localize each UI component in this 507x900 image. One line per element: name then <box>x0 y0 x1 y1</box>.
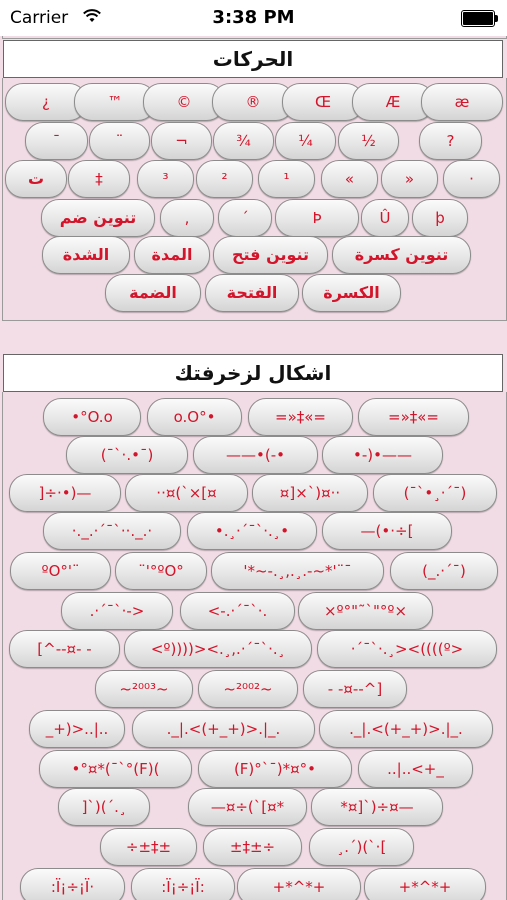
harakat-key[interactable]: الكسرة <box>302 274 401 312</box>
shape-key[interactable]: =»‡«= <box>248 398 353 436</box>
shape-key[interactable]: - -¤--^] <box>303 670 407 708</box>
shape-key[interactable]: '*~-.¸,.¸.-~*'¨¯ <box>211 552 384 590</box>
shape-key[interactable]: •-)•—— <box>322 436 443 474</box>
harakat-key[interactable]: الضمة <box>105 274 201 312</box>
harakat-key[interactable]: Æ <box>352 83 434 121</box>
shape-key[interactable]: <º))))><.¸,.·´¯`·.¸ <box>124 630 312 668</box>
battery-icon <box>461 10 495 27</box>
shape-key[interactable]: =»‡«= <box>358 398 469 436</box>
shape-key[interactable]: ·._.·´¯`··._.· <box>43 512 181 550</box>
shape-key[interactable]: (_.·´¯) <box>390 552 498 590</box>
harakat-key[interactable]: ¯ <box>25 122 88 160</box>
shape-key[interactable]: —(•·÷[ <box>322 512 452 550</box>
shape-key[interactable]: ._|.<(+_+)>.|_. <box>132 710 315 748</box>
shape-key[interactable]: •.¸·´¯`·.¸• <box>187 512 317 550</box>
shape-key[interactable]: ¨'°ºO° <box>115 552 207 590</box>
shape-key[interactable]: ]`)(´.¸ <box>58 788 150 826</box>
harakat-key[interactable]: ™ <box>74 83 156 121</box>
harakat-key[interactable]: ? <box>419 122 482 160</box>
harakat-key[interactable]: þ <box>412 199 468 237</box>
shape-key[interactable]: +*^*+ <box>237 868 361 900</box>
harakat-key[interactable]: Œ <box>282 83 364 121</box>
harakat-key[interactable]: ¹ <box>258 160 315 198</box>
shape-key[interactable]: ——•(-• <box>193 436 318 474</box>
shape-key[interactable]: ×º°"˜`"°º× <box>298 592 433 630</box>
harakat-key[interactable]: · <box>443 160 500 198</box>
shape-key[interactable]: —¤÷(`[¤* <box>188 788 307 826</box>
shape-key[interactable]: ]÷·•)— <box>9 474 121 512</box>
shape-key[interactable]: o.O°• <box>147 398 242 436</box>
harakat-key[interactable]: ½ <box>338 122 399 160</box>
panel-top-remnant <box>2 36 507 39</box>
shape-key[interactable]: ~²⁰⁰³~ <box>95 670 193 708</box>
harakat-key[interactable]: © <box>143 83 225 121</box>
shape-key[interactable]: •°¤*(¯`°(F)( <box>39 750 192 788</box>
shape-key[interactable]: [^--¤- - <box>9 630 120 668</box>
harakat-key[interactable]: « <box>321 160 378 198</box>
shape-key[interactable]: ºO°'¨ <box>10 552 111 590</box>
shape-key[interactable]: ..|..<+_ <box>358 750 473 788</box>
harakat-key[interactable]: المدة <box>134 236 210 274</box>
harakat-key[interactable]: ¼ <box>275 122 336 160</box>
shape-key[interactable]: ¤]×`)¤·· <box>252 474 368 512</box>
harakat-key[interactable]: æ <box>421 83 503 121</box>
status-bar <box>0 0 507 36</box>
shape-key[interactable]: (F)°`¯)*¤°• <box>198 750 352 788</box>
shape-key[interactable]: :Ï¡÷¡Ï: <box>131 868 235 900</box>
harakat-key[interactable]: ت <box>5 160 67 198</box>
shape-key[interactable]: ·´¯`·.¸><((((º> <box>317 630 497 668</box>
shape-key[interactable]: ¸.´)(`·[ <box>309 828 414 866</box>
shape-key[interactable]: ··¤(`×[¤ <box>125 474 248 512</box>
shape-key[interactable]: _+)>..|.. <box>29 710 125 748</box>
harakat-key[interactable]: تنوين ضم <box>41 199 155 237</box>
harakat-key[interactable]: ¿ <box>5 83 87 121</box>
carrier-label: Carrier <box>10 8 69 28</box>
harakat-key[interactable]: الفتحة <box>205 274 299 312</box>
shape-key[interactable]: (¯`•¸·´¯) <box>373 474 497 512</box>
harakat-key[interactable]: ® <box>212 83 294 121</box>
harakat-key[interactable]: ´ <box>218 199 272 237</box>
harakat-key[interactable]: الشدة <box>42 236 130 274</box>
section-header-shapes: اشكال لزخرفتك <box>3 354 503 392</box>
harakat-key[interactable]: ³ <box>137 160 194 198</box>
clock: 3:38 PM <box>212 7 295 28</box>
shape-key[interactable]: (¯`·.•¯) <box>66 436 188 474</box>
shape-key[interactable]: ÷±‡± <box>100 828 197 866</box>
harakat-key[interactable]: Û <box>361 199 409 237</box>
shape-key[interactable]: +*^*+ <box>364 868 486 900</box>
shape-key[interactable]: <-.·´¯`·. <box>180 592 295 630</box>
harakat-key[interactable]: ¨ <box>89 122 150 160</box>
harakat-key[interactable]: ² <box>196 160 253 198</box>
shape-key[interactable]: ±‡±÷ <box>203 828 302 866</box>
shape-key[interactable]: ._|.<(+_+)>.|_. <box>319 710 493 748</box>
shape-key[interactable]: *¤]`)÷¤— <box>311 788 443 826</box>
harakat-key[interactable]: » <box>381 160 438 198</box>
shape-key[interactable]: .·´¯`·-> <box>61 592 173 630</box>
harakat-key[interactable]: Þ <box>275 199 359 237</box>
shape-key[interactable]: •°O.o <box>43 398 141 436</box>
harakat-key[interactable]: , <box>160 199 214 237</box>
harakat-key[interactable]: ‡ <box>68 160 130 198</box>
shape-key[interactable]: ~²⁰⁰²~ <box>198 670 298 708</box>
shape-key[interactable]: :Ï¡÷¡Ï· <box>20 868 125 900</box>
keyboard-scroll-view[interactable] <box>0 36 507 900</box>
harakat-key[interactable]: ¬ <box>151 122 212 160</box>
harakat-key[interactable]: تنوين كسرة <box>332 236 471 274</box>
section-header-harakat: الحركات <box>3 40 503 78</box>
harakat-key[interactable]: ¾ <box>213 122 274 160</box>
harakat-key[interactable]: تنوين فتح <box>213 236 328 274</box>
